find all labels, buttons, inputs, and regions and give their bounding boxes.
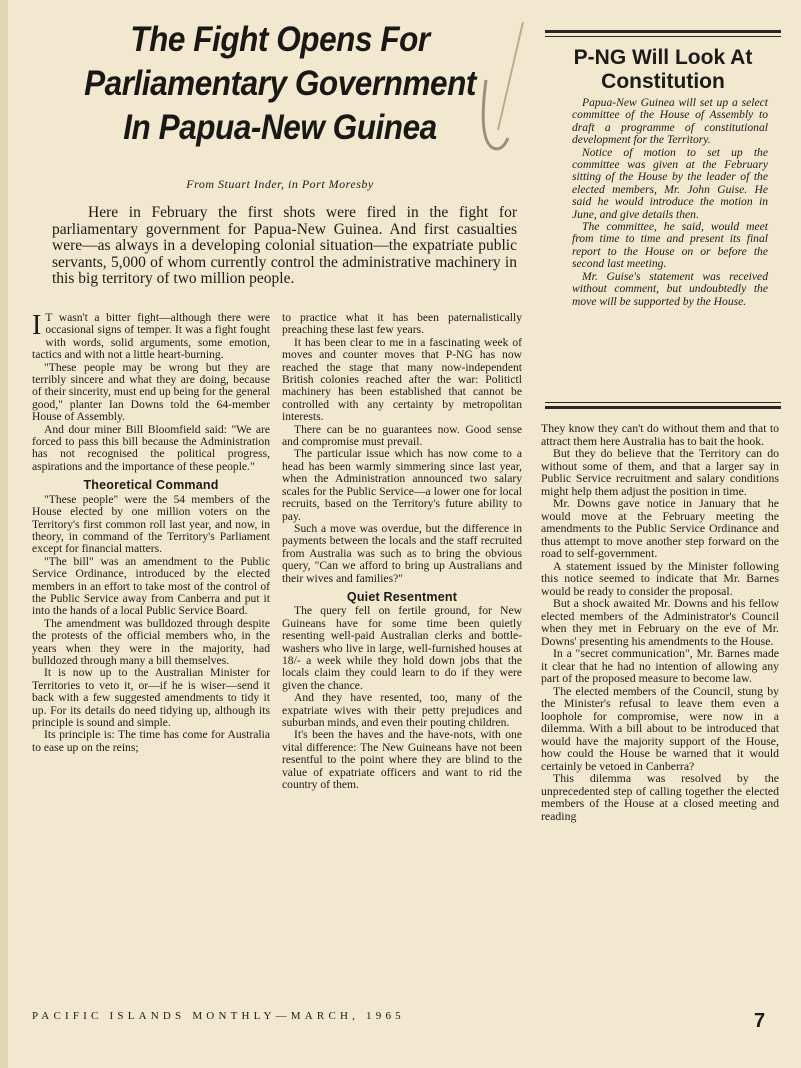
paragraph: "The bill" was an amendment to the Public Service Ordinance, introduced by the elected members in an effort to take most of the control of the Public Service away from Canberra and put it into the hands of a local Public Service Board. [32, 554, 270, 618]
headline [30, 18, 530, 150]
paragraph: I T wasn't a bitter fight—although there were occasional signs of temper. It was a fight fought with words, solid arguments, some emotion, tactics and with not a little heart-burning. [32, 310, 270, 362]
headline-line-2: Parliamentary Government [84, 64, 476, 103]
sidebar-paragraph: Mr. Guise's statement was received without comment, but undoubtedly the move will be supported by the House. [572, 269, 768, 308]
sidebar-rule [545, 402, 781, 403]
paragraph: "These people" were the 54 members of the House elected by one million voters on the Territory's first common roll last year, and now, in theory, in command of the Territory's Parliament except for financial matters. [32, 492, 270, 556]
paragraph: In a "secret communication", Mr. Barnes made it clear that he had no intention of allowing any part of the proposed measure to become law. [541, 646, 779, 685]
page-footer: PACIFIC ISLANDS MONTHLY—MARCH, 1965 [32, 1010, 405, 1022]
standfirst: Here in February the first shots were fired in the fight for parliamentary government for Papua-New Guinea. And first casualties were—as always in a developing colonial situation—the expatriate public servants, 5,000 of whom currently control the administrative machinery in this big territory of two million people. [52, 204, 517, 287]
paragraph: This dilemma was resolved by the unprecedented step of calling together the elected members of the House at a closed meeting and reading [541, 771, 779, 823]
sidebar-paragraph: Notice of motion to set up the committee was given at the February sitting of the House by the leader of the elected members, Mr. John Guise. He said he would introduce the motion in June, and give details then. [572, 145, 768, 221]
paragraph: And they have resented, too, many of the expatriate wives with their petty prejudices and suburban minds, and even their pouting children. [282, 691, 522, 729]
paragraph: The amendment was bulldozed through despite the protests of the official members who, in the years when they were in the majority, had bulldozed through many a bill themselves. [32, 616, 270, 667]
paragraph: And dour miner Bill Bloomfield said: "We are forced to pass this bill because the Administration has not recognised the political progress, aspirations and the importance of these people." [32, 422, 270, 473]
paragraph: The particular issue which has now come to a head has been warmly simmering since last year, when the Administration announced two salary scales for the Public Service—a lower one for local recruits, based on the Territory's future ability to pay. [282, 447, 522, 523]
sidebar-paragraph: The committee, he said, would meet from time to time and present its final report to the House on or before the second last meeting. [572, 220, 768, 271]
subheading: Quiet Resentment [346, 589, 458, 604]
sidebar-rule [545, 36, 781, 37]
byline: From Stuart Inder, in Port Moresby [186, 177, 374, 191]
sidebar-paragraph: Papua-New Guinea will set up a select committee of the House of Assembly to draft a programme of constitutional development for the Territory. [572, 96, 768, 147]
article-column-1 [32, 312, 270, 754]
sidebar-body [572, 97, 768, 308]
headline-line-1: The Fight Opens For [130, 20, 430, 59]
paragraph: "These people may be wrong but they are terribly sincere and what they are doing, because of their sincerity, must end up being for the general good," planter Ian Downs told the 64-member House of Assembly. [32, 360, 270, 424]
paragraph: But a shock awaited Mr. Downs and his fellow elected members of the Administrator's Council when they met in February on the eve of Mr. Downs' presenting his amendments to the House. [541, 596, 779, 648]
paragraph: The elected members of the Council, stung by the Minister's refusal to leave them even a loophole for compromise, were now in a dilemma. With a bill about to be introduced that would have the majority support of the House, how could the House be warned that it would certainly be vetoed in Canberra? [541, 683, 779, 773]
paragraph: Such a move was overdue, but the difference in payments between the locals and the staff recruited from Australia was such as to bring the obvious query, "Can we afford to bring up Australians and their wives and families?" [282, 521, 522, 585]
paragraph: The query fell on fertile ground, for New Guineans have for some time been quietly resenting well-paid Australian clerks and bottle-washers who live in large, well-furnished houses at 18/- a week while they hold down jobs that the locals claim they could learn to do if they were given the chance. [282, 604, 522, 692]
paragraph: A statement issued by the Minister following this notice seemed to indicate that Mr. Barnes would be ready to consider the proposal. [541, 558, 779, 598]
article-column-3 [541, 422, 779, 822]
page-number: 7 [754, 1010, 766, 1032]
paragraph: It has been clear to me in a fascinating week of moves and counter moves that P-NG has now reached the stage that many now-independent British colonies reached after the war: Politictl machinery has been established that cannot be controlled with any certainty by metropolitan interests. [282, 335, 522, 424]
sidebar-title: P-NG Will Look At Constitution [573, 46, 753, 93]
paragraph: Its principle is: The time has come for Australia to ease up on the reins; [32, 728, 270, 754]
paragraph: Mr. Downs gave notice in January that he would move at the February meeting the amendments to the Public Service Ordinance and thus attempt to move another step forward on the road to self-government. [541, 496, 779, 560]
paragraph: There can be no guarantees now. Good sense and compromise must prevail. [282, 422, 522, 449]
paragraph: But they do believe that the Territory can do without some of them, and that a larger say in Public Service recruitment and salary conditions might help them adjust the position in time. [541, 446, 779, 498]
headline-line-3: In Papua-New Guinea [123, 108, 437, 147]
decorative-stroke [468, 20, 538, 170]
subheading: Theoretical Command [83, 478, 219, 493]
sidebar-rule [545, 406, 781, 409]
paragraph: They know they can't do without them and that to attract them here Australia has to bait the hook. [541, 421, 779, 448]
paragraph: to practice what it has been paternalistically preaching these last few years. [282, 311, 522, 337]
paragraph: It's been the haves and the have-nots, with one vital difference: The New Guineans have not been resentful to the point where they are blind to the value of expatriate officers and want to rid the country of them. [282, 728, 522, 792]
drop-cap: I [32, 310, 42, 341]
paragraph: It is now up to the Australian Minister for Territories to veto it, or—if he is wiser—send it back with a few suggested amendments to tidy it up. For its details do need tidying up, although its principle is sound and simple. [32, 666, 270, 729]
page-edge [0, 0, 8, 1068]
article-column-2 [282, 312, 522, 791]
sidebar-rule [545, 30, 781, 33]
